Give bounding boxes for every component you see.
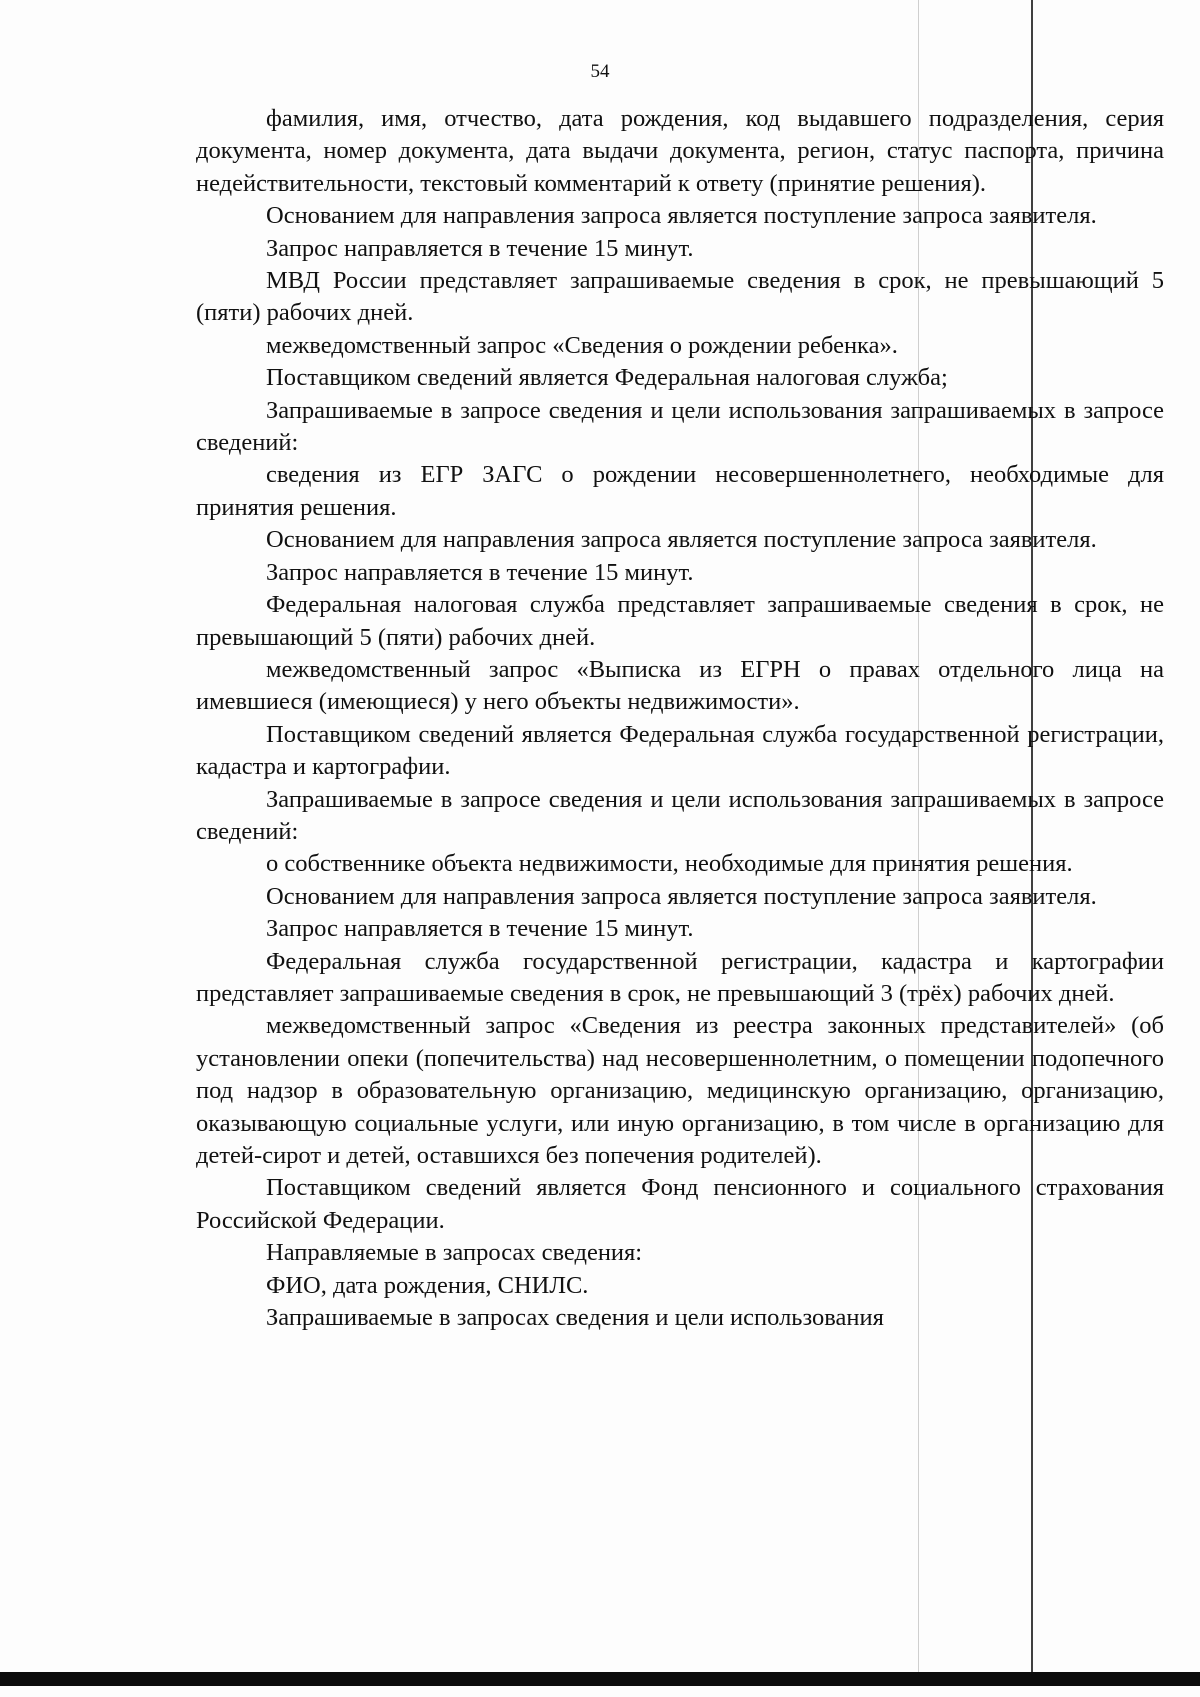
paragraph: межведомственный запрос «Сведения о рождении ребенка». bbox=[266, 331, 898, 359]
paragraph: сведения из ЕГР ЗАГС о рождении несовершеннолетнего, необходимые для принятия решения. bbox=[196, 461, 1164, 521]
paragraph: о собственнике объекта недвижимости, необходимые для принятия решения. bbox=[266, 850, 1073, 878]
paragraph: межведомственный запрос «Сведения из реестра законных представителей» (об установлении опеки (попечительства) над несовершеннолетним, о помещении подопечного под надзор в образовательную организацию, медицинскую организацию, организацию, оказывающую социальные услуги, или иную организацию, в том числе в организацию для детей-сирот и детей, оставшихся без попечения родителей). bbox=[196, 1012, 1164, 1169]
paragraph: Поставщиком сведений является Федеральная налоговая служба; bbox=[266, 364, 948, 392]
scan-bottom-border bbox=[0, 1672, 1200, 1686]
page-number: 54 bbox=[590, 61, 610, 82]
paragraph: Федеральная налоговая служба представляет запрашиваемые сведения в срок, не превышающий 5 (пяти) рабочих дней. bbox=[196, 591, 1164, 651]
paragraph: МВД России представляет запрашиваемые сведения в срок, не превышающий 5 (пяти) рабочих дней. bbox=[196, 267, 1164, 327]
paragraph: Поставщиком сведений является Федеральная служба государственной регистрации, кадастра и картографии. bbox=[196, 720, 1164, 781]
paragraph: Запрос направляется в течение 15 минут. bbox=[266, 234, 694, 262]
paragraph: Основанием для направления запроса является поступление запроса заявителя. bbox=[266, 882, 1097, 910]
paragraph: фамилия, имя, отчество, дата рождения, код выдавшего подразделения, серия документа, номер документа, дата выдачи документа, регион, статус паспорта, причина недействительности, текстовый комментарий к ответу (принятие решения). bbox=[196, 105, 1164, 197]
paragraph: Поставщиком сведений является Фонд пенсионного и социального страхования Российской Федерации. bbox=[196, 1174, 1164, 1234]
paragraph: Запрос направляется в течение 15 минут. bbox=[266, 915, 694, 943]
paragraph: межведомственный запрос «Выписка из ЕГРН о правах отдельного лица на имевшиеся (имеющиеся) у него объекты недвижимости». bbox=[196, 655, 1164, 716]
paragraph: Запрашиваемые в запросах сведения и цели использования bbox=[266, 1304, 884, 1332]
paragraph: Запрос направляется в течение 15 минут. bbox=[266, 558, 694, 586]
paragraph: ФИО, дата рождения, СНИЛС. bbox=[266, 1271, 589, 1299]
document-body bbox=[196, 103, 1164, 1334]
paragraph: Основанием для направления запроса является поступление запроса заявителя. bbox=[266, 202, 1097, 230]
paragraph: Запрашиваемые в запросе сведения и цели использования запрашиваемых в запросе сведений: bbox=[196, 396, 1164, 457]
paragraph: Федеральная служба государственной регистрации, кадастра и картографии представляет запрашиваемые сведения в срок, не превышающий 3 (трёх) рабочих дней. bbox=[196, 947, 1164, 1007]
paragraph: Направляемые в запросах сведения: bbox=[266, 1239, 643, 1267]
paragraph: Основанием для направления запроса является поступление запроса заявителя. bbox=[266, 526, 1097, 554]
paragraph: Запрашиваемые в запросе сведения и цели использования запрашиваемых в запросе сведений: bbox=[196, 785, 1164, 845]
